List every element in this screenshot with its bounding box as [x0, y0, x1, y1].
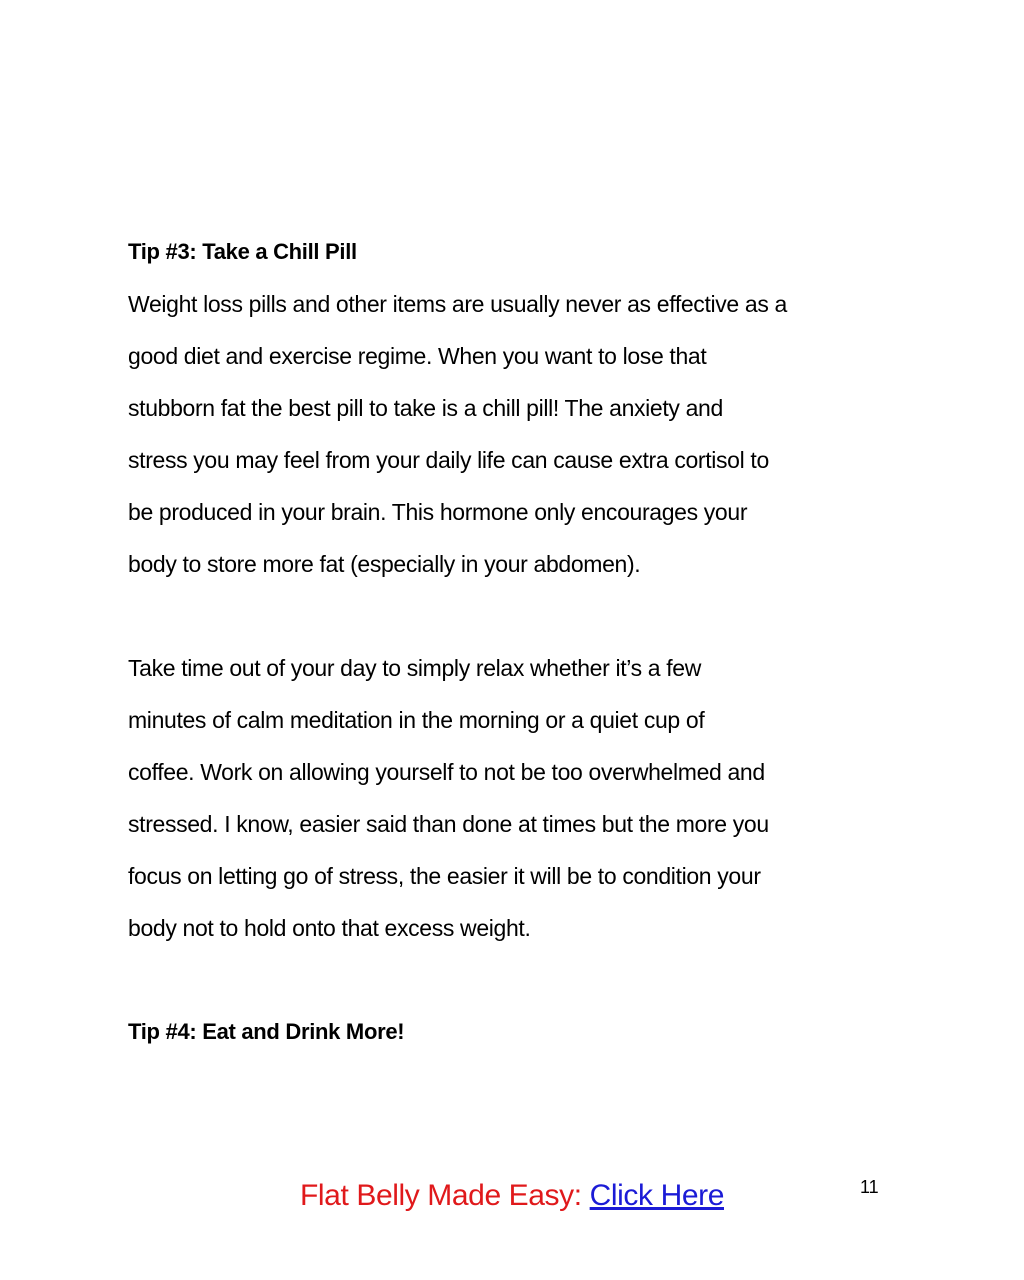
paragraph-line: stubborn fat the best pill to take is a chill pill! The anxiety and: [128, 395, 723, 421]
tip-4-heading: Tip #4: Eat and Drink More!: [128, 1019, 405, 1044]
footer-label: Flat Belly Made Easy:: [299, 1179, 590, 1212]
tip-3-paragraph-1: [128, 278, 908, 590]
paragraph-line: good diet and exercise regime. When you want to lose that: [128, 343, 707, 369]
tip-3-heading: Tip #3: Take a Chill Pill: [128, 239, 357, 264]
paragraph-line: focus on letting go of stress, the easier it will be to condition your: [128, 863, 761, 889]
page-number: 11: [860, 1177, 879, 1197]
paragraph-line: body to store more fat (especially in your abdomen).: [128, 551, 641, 577]
paragraph-line: stress you may feel from your daily life can cause extra cortisol to: [128, 447, 769, 473]
paragraph-spacer: [128, 590, 908, 642]
paragraph-line: minutes of calm meditation in the morning or a quiet cup of: [128, 707, 705, 733]
paragraph-line: be produced in your brain. This hormone only encourages your: [128, 499, 748, 525]
paragraph-line: Take time out of your day to simply relax whether it’s a few: [128, 655, 702, 681]
page-content: [128, 226, 908, 1058]
paragraph-line: coffee. Work on allowing yourself to not be too overwhelmed and: [128, 759, 765, 785]
paragraph-line: stressed. I know, easier said than done at times but the more you: [128, 811, 769, 837]
paragraph-spacer: [128, 954, 908, 1006]
tip-3-paragraph-2: [128, 642, 908, 954]
paragraph-line: Weight loss pills and other items are usually never as effective as a: [128, 291, 787, 317]
click-here-link[interactable]: Click Here: [589, 1179, 724, 1212]
paragraph-line: body not to hold onto that excess weight.: [128, 915, 531, 941]
